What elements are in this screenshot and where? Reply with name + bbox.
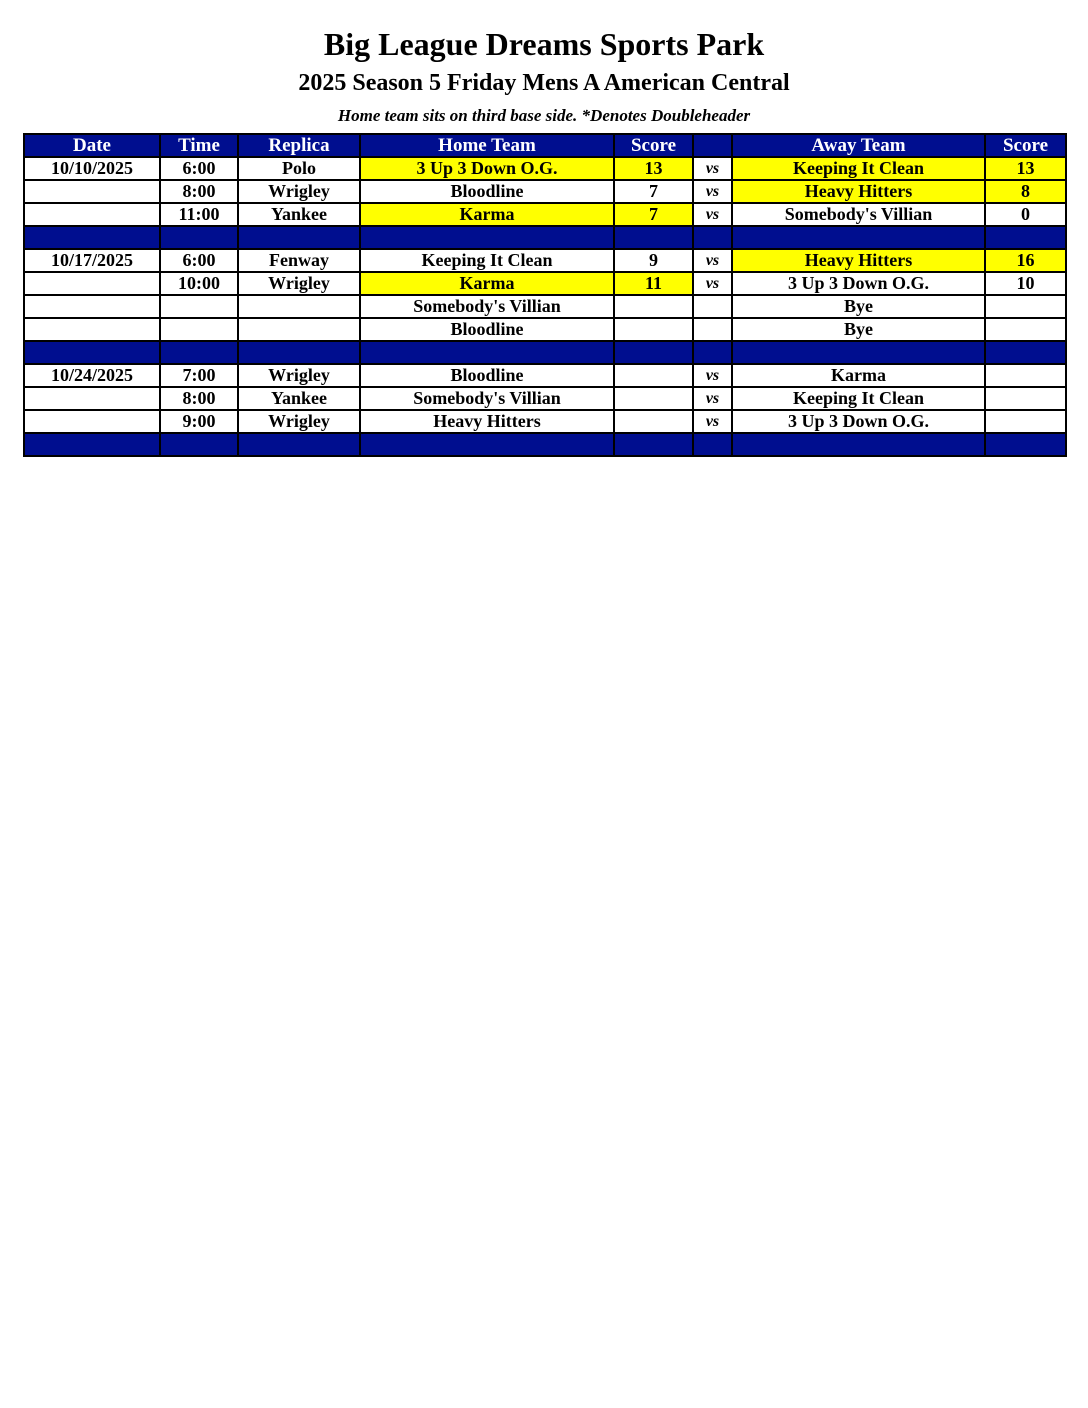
separator-cell	[360, 433, 614, 456]
away-team-cell: Keeping It Clean	[732, 157, 985, 180]
page-title: Big League Dreams Sports Park	[323, 26, 765, 62]
vs-cell: vs	[693, 364, 732, 387]
away-score-cell	[985, 364, 1066, 387]
replica-cell: Yankee	[238, 203, 360, 226]
replica-cell	[238, 295, 360, 318]
separator-cell	[160, 341, 238, 364]
separator-cell	[985, 433, 1066, 456]
date-cell	[24, 318, 160, 341]
time-cell: 6:00	[160, 249, 238, 272]
date-cell	[24, 387, 160, 410]
separator-row	[24, 341, 1066, 364]
separator-cell	[160, 226, 238, 249]
home-team-cell: Karma	[360, 272, 614, 295]
column-header-vs	[693, 134, 732, 157]
separator-cell	[360, 341, 614, 364]
column-header-away-score: Score	[985, 134, 1066, 157]
separator-row	[24, 226, 1066, 249]
away-score-cell: 8	[985, 180, 1066, 203]
time-cell: 11:00	[160, 203, 238, 226]
home-score-cell	[614, 364, 693, 387]
away-team-cell: Bye	[732, 318, 985, 341]
page-subtitle: 2025 Season 5 Friday Mens A American Central	[298, 70, 790, 96]
time-cell: 9:00	[160, 410, 238, 433]
replica-cell: Wrigley	[238, 364, 360, 387]
replica-cell: Fenway	[238, 249, 360, 272]
home-score-cell: 9	[614, 249, 693, 272]
date-cell	[24, 272, 160, 295]
replica-cell: Polo	[238, 157, 360, 180]
separator-cell	[614, 341, 693, 364]
vs-cell: vs	[693, 203, 732, 226]
home-team-cell: Somebody's Villian	[360, 387, 614, 410]
separator-cell	[614, 226, 693, 249]
replica-cell: Yankee	[238, 387, 360, 410]
away-score-cell	[985, 318, 1066, 341]
away-team-cell: Somebody's Villian	[732, 203, 985, 226]
table-row	[24, 410, 1066, 433]
vs-cell	[693, 318, 732, 341]
vs-cell: vs	[693, 180, 732, 203]
separator-cell	[238, 341, 360, 364]
vs-cell: vs	[693, 249, 732, 272]
away-score-cell: 13	[985, 157, 1066, 180]
away-team-cell: 3 Up 3 Down O.G.	[732, 410, 985, 433]
column-header-time: Time	[160, 134, 238, 157]
separator-cell	[985, 341, 1066, 364]
away-score-cell: 16	[985, 249, 1066, 272]
table-row	[24, 203, 1066, 226]
time-cell: 8:00	[160, 387, 238, 410]
separator-cell	[985, 226, 1066, 249]
separator-cell	[732, 341, 985, 364]
separator-cell	[24, 226, 160, 249]
date-cell: 10/10/2025	[24, 157, 160, 180]
table-header-row	[24, 134, 1066, 157]
away-score-cell	[985, 410, 1066, 433]
away-score-cell: 10	[985, 272, 1066, 295]
date-cell	[24, 180, 160, 203]
table-row	[24, 157, 1066, 180]
table-row	[24, 387, 1066, 410]
column-header-home-score: Score	[614, 134, 693, 157]
away-team-cell: Bye	[732, 295, 985, 318]
home-score-cell	[614, 295, 693, 318]
home-score-cell	[614, 387, 693, 410]
table-row	[24, 272, 1066, 295]
home-team-cell: Somebody's Villian	[360, 295, 614, 318]
date-cell: 10/17/2025	[24, 249, 160, 272]
table-row	[24, 364, 1066, 387]
separator-cell	[693, 226, 732, 249]
table-row	[24, 295, 1066, 318]
column-header-replica: Replica	[238, 134, 360, 157]
home-team-cell: 3 Up 3 Down O.G.	[360, 157, 614, 180]
time-cell: 7:00	[160, 364, 238, 387]
separator-cell	[24, 433, 160, 456]
time-cell	[160, 295, 238, 318]
away-team-cell: Karma	[732, 364, 985, 387]
home-team-cell: Bloodline	[360, 364, 614, 387]
date-cell	[24, 203, 160, 226]
home-score-cell	[614, 410, 693, 433]
replica-cell	[238, 318, 360, 341]
table-row	[24, 180, 1066, 203]
time-cell: 6:00	[160, 157, 238, 180]
table-row	[24, 249, 1066, 272]
away-team-cell: Keeping It Clean	[732, 387, 985, 410]
away-team-cell: Heavy Hitters	[732, 249, 985, 272]
away-score-cell	[985, 295, 1066, 318]
time-cell: 8:00	[160, 180, 238, 203]
separator-cell	[732, 226, 985, 249]
replica-cell: Wrigley	[238, 180, 360, 203]
separator-cell	[360, 226, 614, 249]
home-team-cell: Bloodline	[360, 180, 614, 203]
home-score-cell: 11	[614, 272, 693, 295]
date-cell: 10/24/2025	[24, 364, 160, 387]
time-cell: 10:00	[160, 272, 238, 295]
separator-row	[24, 433, 1066, 456]
home-score-cell: 13	[614, 157, 693, 180]
home-team-cell: Heavy Hitters	[360, 410, 614, 433]
date-cell	[24, 410, 160, 433]
vs-cell: vs	[693, 272, 732, 295]
vs-cell: vs	[693, 157, 732, 180]
time-cell	[160, 318, 238, 341]
vs-cell: vs	[693, 387, 732, 410]
home-team-cell: Bloodline	[360, 318, 614, 341]
home-score-cell: 7	[614, 203, 693, 226]
away-score-cell: 0	[985, 203, 1066, 226]
away-team-cell: Heavy Hitters	[732, 180, 985, 203]
home-score-cell: 7	[614, 180, 693, 203]
separator-cell	[238, 433, 360, 456]
away-team-cell: 3 Up 3 Down O.G.	[732, 272, 985, 295]
home-team-cell: Keeping It Clean	[360, 249, 614, 272]
column-header-date: Date	[24, 134, 160, 157]
vs-cell	[693, 295, 732, 318]
separator-cell	[693, 341, 732, 364]
schedule-table	[23, 133, 1067, 457]
separator-cell	[160, 433, 238, 456]
column-header-home-team: Home Team	[360, 134, 614, 157]
away-score-cell	[985, 387, 1066, 410]
schedule-note: Home team sits on third base side. *Denotes Doubleheader	[337, 106, 751, 125]
home-team-cell: Karma	[360, 203, 614, 226]
vs-cell: vs	[693, 410, 732, 433]
column-header-away-team: Away Team	[732, 134, 985, 157]
separator-cell	[238, 226, 360, 249]
separator-cell	[693, 433, 732, 456]
separator-cell	[614, 433, 693, 456]
table-row	[24, 318, 1066, 341]
home-score-cell	[614, 318, 693, 341]
replica-cell: Wrigley	[238, 272, 360, 295]
date-cell	[24, 295, 160, 318]
replica-cell: Wrigley	[238, 410, 360, 433]
separator-cell	[24, 341, 160, 364]
table-body	[24, 157, 1066, 456]
separator-cell	[732, 433, 985, 456]
